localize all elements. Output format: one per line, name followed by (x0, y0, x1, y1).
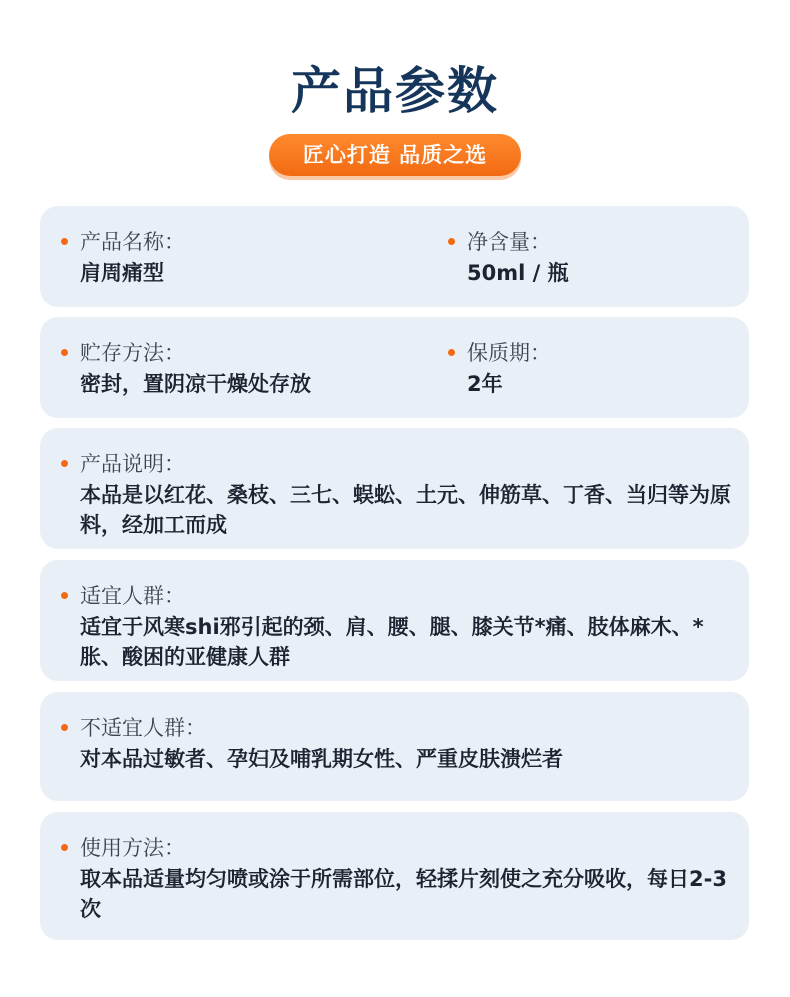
param-card-usage (40, 812, 749, 940)
param-storage (40, 339, 311, 399)
param-label: 保质期： (467, 341, 551, 365)
param-label: 使用方法： (80, 836, 185, 860)
param-shelf-life (427, 339, 551, 399)
bullet-dot-icon (61, 844, 68, 851)
param-card-storage-shelf-life (40, 317, 749, 418)
page-title: 产品参数 (291, 62, 499, 120)
param-label: 贮存方法： (80, 341, 185, 365)
param-card-name-volume (40, 206, 749, 307)
bullet-dot-icon (61, 460, 68, 467)
param-card-unsuitable (40, 692, 749, 801)
param-product-name (40, 228, 185, 288)
param-label: 产品名称： (80, 230, 185, 254)
param-value: 2年 (467, 372, 503, 396)
param-value: 对本品过敏者、孕妇及哺乳期女性、严重皮肤溃烂者 (80, 747, 563, 771)
bullet-dot-icon (61, 238, 68, 245)
param-card-description (40, 428, 749, 549)
param-label: 产品说明： (80, 452, 185, 476)
param-value: 50ml / 瓶 (467, 261, 569, 285)
bullet-dot-icon (61, 349, 68, 356)
bullet-dot-icon (448, 349, 455, 356)
bullet-dot-icon (61, 592, 68, 599)
param-card-suitable (40, 560, 749, 681)
param-value: 本品是以红花、桑枝、三七、蜈蚣、土元、伸筋草、丁香、当归等为原料，经加工而成 (80, 483, 731, 537)
bullet-dot-icon (448, 238, 455, 245)
param-value: 取本品适量均匀喷或涂于所需部位，轻揉片刻使之充分吸收，每日2-3次 (80, 867, 727, 921)
param-value: 适宜于风寒shi邪引起的颈、肩、腰、腿、膝关节*痛、肢体麻木、*胀、酸困的亚健康人群 (80, 615, 704, 669)
param-value: 密封，置阴凉干燥处存放 (80, 372, 311, 396)
bullet-dot-icon (61, 724, 68, 731)
slogan-badge: 匠心打造 品质之选 (269, 134, 521, 176)
param-label: 净含量： (467, 230, 551, 254)
param-net-content (427, 228, 569, 288)
param-label: 不适宜人群： (80, 716, 206, 740)
param-label: 适宜人群： (80, 584, 185, 608)
param-value: 肩周痛型 (80, 261, 164, 285)
